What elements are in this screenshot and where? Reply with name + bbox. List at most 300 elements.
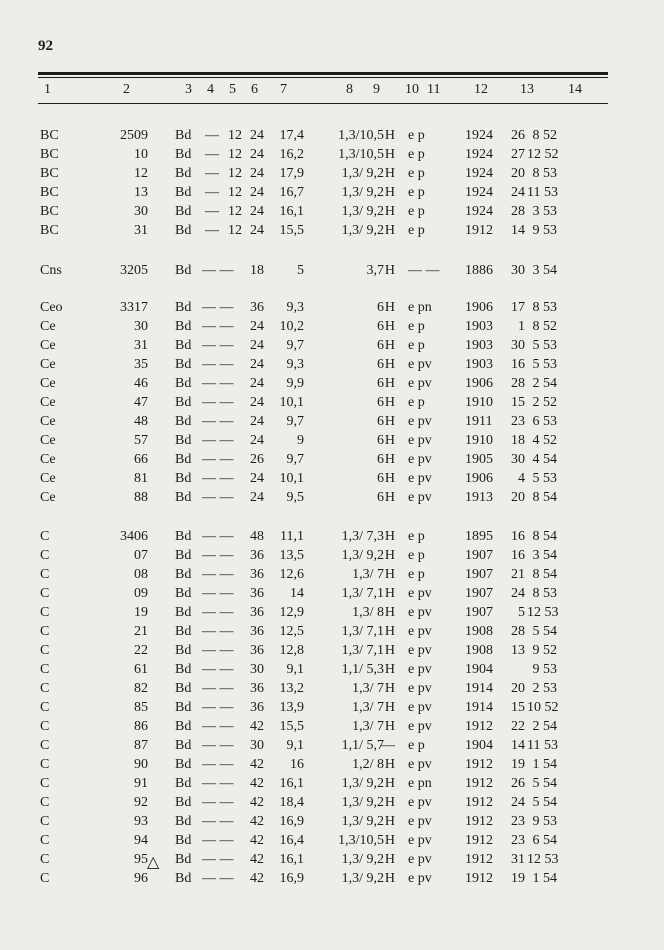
- cell-col8: 1,3/ 9,2: [341, 852, 384, 867]
- cell-col7: 10,2: [279, 319, 304, 334]
- cell-col4: — —: [202, 319, 234, 334]
- cell-type: Bd: [175, 223, 192, 238]
- cell-day: 23: [511, 414, 525, 429]
- cell-number: 13: [134, 185, 148, 200]
- cell-col8: 1,3/ 7,1: [341, 643, 384, 658]
- cell-col8: 3,7: [366, 263, 384, 278]
- cell-col8: 1,3/ 7: [352, 681, 384, 696]
- cell-designation: C: [40, 776, 50, 791]
- col-header-6: 6: [251, 82, 258, 97]
- cell-year: 1924: [465, 204, 493, 219]
- cell-col4: — —: [202, 833, 234, 848]
- cell-col10-11: e pv: [408, 414, 432, 429]
- cell-month-year: 1 54: [532, 871, 557, 886]
- table-row: [0, 795, 664, 814]
- cell-col4: — —: [202, 719, 234, 734]
- cell-type: Bd: [175, 185, 192, 200]
- cell-col7: 12,8: [279, 643, 304, 658]
- cell-col6: 42: [250, 757, 264, 772]
- table-row: [0, 681, 664, 700]
- cell-number: 30: [134, 204, 148, 219]
- cell-year: 1903: [465, 357, 493, 372]
- cell-year: 1903: [465, 319, 493, 334]
- cell-day: 26: [511, 128, 525, 143]
- cell-number: 2509: [120, 128, 148, 143]
- cell-col4: — —: [202, 300, 234, 315]
- cell-col7: 5: [297, 263, 304, 278]
- cell-col4: — —: [202, 852, 234, 867]
- cell-month-year: 2 54: [532, 376, 557, 391]
- cell-day: 15: [511, 700, 525, 715]
- cell-col7: 9,3: [286, 357, 304, 372]
- cell-col9: H: [384, 624, 395, 639]
- cell-col7: 16,9: [279, 814, 304, 829]
- cell-number: 07: [134, 548, 148, 563]
- cell-type: Bd: [175, 643, 192, 658]
- table-row: [0, 529, 664, 548]
- cell-number: 88: [134, 490, 148, 505]
- cell-day: 28: [511, 624, 525, 639]
- cell-number: 21: [134, 624, 148, 639]
- cell-col10-11: — —: [408, 263, 440, 278]
- cell-designation: Ce: [40, 471, 56, 486]
- col-header-10: 10: [405, 82, 419, 97]
- cell-year: 1910: [465, 395, 493, 410]
- cell-type: Bd: [175, 471, 192, 486]
- table-row: [0, 852, 664, 871]
- cell-col9: H: [384, 204, 395, 219]
- cell-col5: 12: [228, 128, 242, 143]
- cell-col10-11: e pv: [408, 700, 432, 715]
- cell-col6: 36: [250, 700, 264, 715]
- cell-col8: 1,3/ 7,3: [341, 529, 384, 544]
- cell-year: 1903: [465, 338, 493, 353]
- cell-type: Bd: [175, 833, 192, 848]
- cell-col9: —: [381, 738, 395, 753]
- table-row: [0, 605, 664, 624]
- cell-col6: 24: [250, 433, 264, 448]
- cell-col7: 16,9: [279, 871, 304, 886]
- cell-day: 20: [511, 681, 525, 696]
- cell-col7: 16,1: [279, 204, 304, 219]
- cell-year: 1912: [465, 852, 493, 867]
- cell-year: 1895: [465, 529, 493, 544]
- cell-col10-11: e p: [408, 147, 425, 162]
- table-row: [0, 452, 664, 471]
- cell-type: Bd: [175, 128, 192, 143]
- cell-col7: 17,4: [279, 128, 304, 143]
- cell-col8: 1,3/ 9,2: [341, 795, 384, 810]
- cell-type: Bd: [175, 586, 192, 601]
- cell-year: 1907: [465, 548, 493, 563]
- cell-col6: 36: [250, 548, 264, 563]
- cell-col10-11: e pv: [408, 586, 432, 601]
- cell-col6: 36: [250, 567, 264, 582]
- cell-number: 66: [134, 452, 148, 467]
- table-row: [0, 319, 664, 338]
- cell-col6: 24: [250, 319, 264, 334]
- cell-col6: 42: [250, 795, 264, 810]
- cell-col6: 24: [250, 185, 264, 200]
- cell-col8: 6: [377, 452, 384, 467]
- cell-col10-11: e pv: [408, 605, 432, 620]
- cell-day: 27: [511, 147, 525, 162]
- cell-col8: 1,3/ 7,1: [341, 586, 384, 601]
- cell-number: 92: [134, 795, 148, 810]
- col-header-9: 9: [373, 82, 380, 97]
- col-header-8: 8: [346, 82, 353, 97]
- cell-number: 94: [134, 833, 148, 848]
- cell-col5: 12: [228, 185, 242, 200]
- cell-col10-11: e p: [408, 338, 425, 353]
- cell-month-year: 11 53: [527, 738, 558, 753]
- cell-number: 85: [134, 700, 148, 715]
- table-row: [0, 776, 664, 795]
- cell-col6: 26: [250, 452, 264, 467]
- cell-col7: 16,1: [279, 852, 304, 867]
- cell-col8: 1,3/ 9,2: [341, 185, 384, 200]
- cell-month-year: 12 53: [527, 605, 559, 620]
- cell-col9: H: [384, 548, 395, 563]
- cell-designation: Ceo: [40, 300, 63, 315]
- cell-number: 96: [134, 871, 148, 886]
- cell-month-year: 6 54: [532, 833, 557, 848]
- cell-col10-11: e pv: [408, 719, 432, 734]
- cell-designation: C: [40, 795, 50, 810]
- table-row: [0, 871, 664, 890]
- cell-type: Bd: [175, 147, 192, 162]
- cell-col4: — —: [202, 605, 234, 620]
- cell-col8: 6: [377, 338, 384, 353]
- cell-col4: — —: [202, 414, 234, 429]
- cell-col9: H: [384, 319, 395, 334]
- cell-col8: 1,3/ 9,2: [341, 776, 384, 791]
- cell-col10-11: e p: [408, 738, 425, 753]
- cell-designation: C: [40, 586, 50, 601]
- cell-col9: H: [384, 223, 395, 238]
- cell-day: 1: [518, 319, 525, 334]
- cell-col10-11: e p: [408, 166, 425, 181]
- cell-col7: 15,5: [279, 719, 304, 734]
- cell-month-year: 4 52: [532, 433, 557, 448]
- cell-type: Bd: [175, 376, 192, 391]
- cell-number: 10: [134, 147, 148, 162]
- cell-col9: H: [384, 529, 395, 544]
- cell-number: 3406: [120, 529, 148, 544]
- cell-col4: — —: [202, 586, 234, 601]
- cell-number: 30: [134, 319, 148, 334]
- cell-col4: —: [205, 147, 219, 162]
- cell-col8: 6: [377, 376, 384, 391]
- cell-col9: H: [384, 471, 395, 486]
- cell-col4: — —: [202, 700, 234, 715]
- cell-col7: 10,1: [279, 471, 304, 486]
- cell-col10-11: e p: [408, 319, 425, 334]
- cell-day: 24: [511, 586, 525, 601]
- cell-col10-11: e p: [408, 185, 425, 200]
- cell-col9: H: [384, 795, 395, 810]
- cell-designation: C: [40, 567, 50, 582]
- cell-month-year: 8 53: [532, 586, 557, 601]
- cell-day: 28: [511, 376, 525, 391]
- cell-month-year: 8 52: [532, 128, 557, 143]
- cell-day: 15: [511, 395, 525, 410]
- cell-col8: 6: [377, 433, 384, 448]
- cell-col10-11: e p: [408, 204, 425, 219]
- cell-col9: H: [384, 833, 395, 848]
- cell-col4: — —: [202, 624, 234, 639]
- cell-year: 1907: [465, 586, 493, 601]
- cell-col10-11: e pv: [408, 433, 432, 448]
- cell-month-year: 8 52: [532, 319, 557, 334]
- cell-col6: 42: [250, 814, 264, 829]
- cell-col4: — —: [202, 757, 234, 772]
- cell-designation: Ce: [40, 433, 56, 448]
- table-row: [0, 700, 664, 719]
- cell-day: 14: [511, 738, 525, 753]
- cell-col6: 36: [250, 300, 264, 315]
- col-header-2: 2: [123, 82, 130, 97]
- cell-year: 1912: [465, 814, 493, 829]
- cell-col9: H: [384, 814, 395, 829]
- table-row: [0, 414, 664, 433]
- cell-month-year: 8 53: [532, 166, 557, 181]
- cell-number: 19: [134, 605, 148, 620]
- cell-year: 1906: [465, 300, 493, 315]
- cell-day: 13: [511, 643, 525, 658]
- cell-month-year: 9 53: [532, 814, 557, 829]
- cell-designation: C: [40, 852, 50, 867]
- cell-type: Bd: [175, 776, 192, 791]
- table-row: [0, 738, 664, 757]
- cell-designation: C: [40, 548, 50, 563]
- cell-designation: BC: [40, 147, 59, 162]
- cell-col4: — —: [202, 738, 234, 753]
- cell-type: Bd: [175, 662, 192, 677]
- cell-col7: 16: [290, 757, 304, 772]
- table-row: [0, 338, 664, 357]
- cell-col8: 6: [377, 357, 384, 372]
- cell-col7: 18,4: [279, 795, 304, 810]
- cell-col9: H: [384, 147, 395, 162]
- cell-year: 1924: [465, 147, 493, 162]
- cell-col9: H: [384, 871, 395, 886]
- col-header-11: 11: [427, 82, 441, 97]
- cell-col10-11: e pv: [408, 471, 432, 486]
- cell-day: 5: [518, 605, 525, 620]
- cell-day: 19: [511, 757, 525, 772]
- table-row: [0, 185, 664, 204]
- cell-col10-11: e pv: [408, 814, 432, 829]
- cell-col7: 13,9: [279, 700, 304, 715]
- cell-designation: C: [40, 662, 50, 677]
- cell-designation: C: [40, 757, 50, 772]
- cell-month-year: 5 54: [532, 776, 557, 791]
- cell-col6: 42: [250, 852, 264, 867]
- cell-col4: —: [205, 128, 219, 143]
- cell-col8: 1,3/ 7: [352, 567, 384, 582]
- cell-col9: H: [384, 681, 395, 696]
- cell-year: 1907: [465, 567, 493, 582]
- cell-col9: H: [384, 567, 395, 582]
- cell-day: 24: [511, 795, 525, 810]
- cell-col4: — —: [202, 433, 234, 448]
- header-rule-thin: [38, 77, 608, 78]
- cell-col8: 1,3/ 9,2: [341, 166, 384, 181]
- cell-designation: C: [40, 529, 50, 544]
- cell-month-year: 2 54: [532, 719, 557, 734]
- cell-number: 08: [134, 567, 148, 582]
- cell-col4: — —: [202, 529, 234, 544]
- cell-col10-11: e p: [408, 128, 425, 143]
- cell-type: Bd: [175, 529, 192, 544]
- cell-col9: H: [384, 414, 395, 429]
- cell-col4: —: [205, 223, 219, 238]
- cell-col9: H: [384, 338, 395, 353]
- cell-type: Bd: [175, 757, 192, 772]
- cell-designation: C: [40, 814, 50, 829]
- cell-col8: 1,3/ 9,2: [341, 548, 384, 563]
- cell-type: Bd: [175, 452, 192, 467]
- cell-col4: — —: [202, 567, 234, 582]
- table-row: [0, 624, 664, 643]
- cell-number: 90: [134, 757, 148, 772]
- cell-designation: Ce: [40, 452, 56, 467]
- cell-day: 16: [511, 548, 525, 563]
- cell-day: 17: [511, 300, 525, 315]
- table-row: [0, 166, 664, 185]
- cell-col10-11: e pv: [408, 452, 432, 467]
- cell-month-year: 10 52: [527, 700, 559, 715]
- cell-col6: 48: [250, 529, 264, 544]
- cell-col8: 1,3/ 9,2: [341, 204, 384, 219]
- cell-col10-11: e pv: [408, 662, 432, 677]
- cell-col4: —: [205, 166, 219, 181]
- cell-col9: H: [384, 166, 395, 181]
- cell-designation: C: [40, 681, 50, 696]
- table-row: [0, 814, 664, 833]
- cell-month-year: 6 53: [532, 414, 557, 429]
- cell-day: 28: [511, 204, 525, 219]
- cell-month-year: 2 53: [532, 681, 557, 696]
- col-header-4: 4: [207, 82, 214, 97]
- cell-col6: 42: [250, 833, 264, 848]
- table-row: [0, 719, 664, 738]
- table-row: [0, 395, 664, 414]
- cell-col9: H: [384, 662, 395, 677]
- cell-month-year: 9 52: [532, 643, 557, 658]
- cell-col9: H: [384, 395, 395, 410]
- cell-col7: 12,5: [279, 624, 304, 639]
- cell-col8: 1,3/ 9,2: [341, 223, 384, 238]
- cell-type: Bd: [175, 414, 192, 429]
- cell-designation: BC: [40, 223, 59, 238]
- cell-col6: 36: [250, 624, 264, 639]
- cell-type: Bd: [175, 871, 192, 886]
- cell-col10-11: e pv: [408, 852, 432, 867]
- cell-day: 18: [511, 433, 525, 448]
- cell-col10-11: e pv: [408, 757, 432, 772]
- triangle-mark-icon: △: [147, 854, 160, 871]
- cell-col9: H: [384, 490, 395, 505]
- cell-number: 3205: [120, 263, 148, 278]
- cell-designation: BC: [40, 204, 59, 219]
- cell-number: 3317: [120, 300, 148, 315]
- cell-day: 31: [511, 852, 525, 867]
- cell-month-year: 2 52: [532, 395, 557, 410]
- cell-year: 1912: [465, 833, 493, 848]
- cell-col5: 12: [228, 204, 242, 219]
- cell-col4: — —: [202, 376, 234, 391]
- cell-year: 1912: [465, 223, 493, 238]
- cell-month-year: 8 54: [532, 567, 557, 582]
- cell-col9: H: [384, 700, 395, 715]
- cell-year: 1914: [465, 681, 493, 696]
- cell-designation: C: [40, 700, 50, 715]
- cell-col10-11: e pv: [408, 795, 432, 810]
- cell-designation: BC: [40, 185, 59, 200]
- cell-year: 1914: [465, 700, 493, 715]
- cell-col8: 1,3/ 9,2: [341, 814, 384, 829]
- cell-col10-11: e pn: [408, 776, 432, 791]
- cell-col6: 24: [250, 128, 264, 143]
- cell-col6: 36: [250, 681, 264, 696]
- cell-col6: 36: [250, 643, 264, 658]
- cell-col8: 1,2/ 8: [352, 757, 384, 772]
- cell-col8: 6: [377, 471, 384, 486]
- col-header-7: 7: [280, 82, 287, 97]
- cell-day: 23: [511, 833, 525, 848]
- cell-designation: BC: [40, 166, 59, 181]
- cell-number: 47: [134, 395, 148, 410]
- cell-number: 22: [134, 643, 148, 658]
- cell-col9: H: [384, 776, 395, 791]
- cell-col9: H: [384, 452, 395, 467]
- cell-col4: — —: [202, 681, 234, 696]
- cell-col6: 30: [250, 738, 264, 753]
- cell-col8: 1,1/ 5,7: [341, 738, 384, 753]
- cell-col8: 1,3/10,5: [338, 128, 384, 143]
- cell-designation: C: [40, 624, 50, 639]
- cell-type: Bd: [175, 357, 192, 372]
- cell-col4: — —: [202, 814, 234, 829]
- cell-col10-11: e pv: [408, 833, 432, 848]
- cell-col4: — —: [202, 395, 234, 410]
- cell-type: Bd: [175, 814, 192, 829]
- header-rule-thick: [38, 72, 608, 75]
- cell-col9: H: [384, 357, 395, 372]
- cell-col6: 42: [250, 871, 264, 886]
- cell-col4: — —: [202, 795, 234, 810]
- cell-col5: 12: [228, 223, 242, 238]
- cell-col8: 1,3/10,5: [338, 833, 384, 848]
- cell-number: 61: [134, 662, 148, 677]
- cell-col8: 1,3/ 8: [352, 605, 384, 620]
- cell-col7: 9,1: [286, 738, 304, 753]
- cell-col4: — —: [202, 643, 234, 658]
- cell-col4: — —: [202, 263, 234, 278]
- cell-month-year: 11 53: [527, 185, 558, 200]
- cell-designation: Ce: [40, 319, 56, 334]
- cell-day: 24: [511, 185, 525, 200]
- cell-year: 1908: [465, 643, 493, 658]
- cell-col7: 12,9: [279, 605, 304, 620]
- cell-col10-11: e p: [408, 567, 425, 582]
- table-row: [0, 548, 664, 567]
- cell-number: 82: [134, 681, 148, 696]
- cell-type: Bd: [175, 548, 192, 563]
- cell-type: Bd: [175, 852, 192, 867]
